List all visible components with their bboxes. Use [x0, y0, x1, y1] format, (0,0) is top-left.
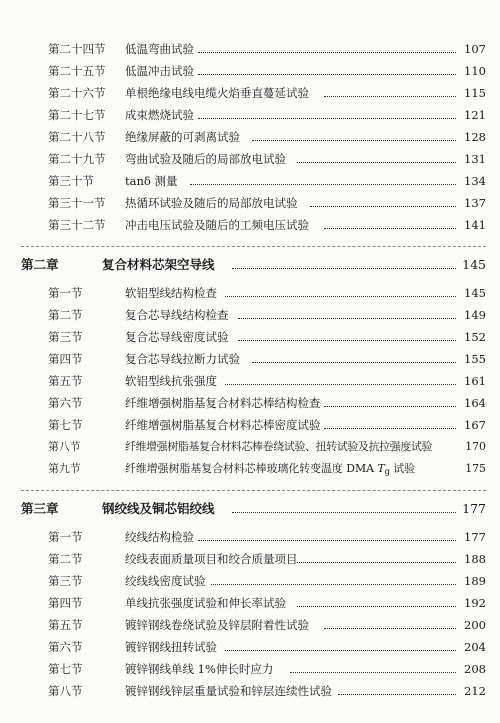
section-title: 软铝型线结构检查	[125, 286, 217, 300]
section-title: 热循环试验及随后的局部放电试验	[125, 196, 298, 210]
section-title: 低温弯曲试验	[125, 42, 194, 56]
dot-leader	[324, 628, 456, 629]
section-label: 第五节	[48, 374, 83, 388]
section-label: 第六节	[48, 640, 83, 654]
section-title: 绞线线密度试验	[125, 574, 206, 588]
section-label: 第八节	[48, 440, 81, 453]
dot-leader	[252, 140, 456, 141]
toc-entry[interactable]	[0, 128, 500, 146]
dot-leader	[211, 584, 456, 585]
page-number: 177	[464, 530, 486, 544]
dot-leader	[338, 694, 456, 695]
tg-symbol: T	[377, 462, 385, 475]
page-number: 167	[464, 418, 486, 432]
dot-leader	[225, 296, 456, 297]
section-label: 第二十五节	[48, 64, 106, 78]
toc-entry[interactable]	[0, 638, 500, 656]
dot-leader	[225, 384, 456, 385]
toc-entry[interactable]	[0, 150, 500, 168]
dot-leader	[238, 318, 456, 319]
page-number: 164	[464, 396, 486, 410]
section-label: 第四节	[48, 596, 83, 610]
page-number: 107	[464, 42, 486, 56]
dot-leader	[198, 52, 456, 53]
section-title: 低温冲击试验	[125, 64, 194, 78]
page-number: 177	[462, 501, 486, 516]
section-title: 纤维增强树脂基复合材料芯棒卷绕试验、扭转试验及抗拉强度试验	[125, 440, 433, 453]
dot-leader	[297, 562, 456, 563]
section-label: 第三节	[48, 330, 83, 344]
chapter-heading[interactable]	[0, 500, 500, 518]
section-label: 第二十七节	[48, 108, 106, 122]
section-title-text: 纤维增强树脂基复合材料芯棒玻璃化转变温度 DMA	[125, 462, 375, 475]
page-number: 134	[464, 174, 486, 188]
page-number: 212	[464, 684, 486, 698]
dot-leader	[190, 184, 456, 185]
dot-leader	[225, 650, 456, 651]
chapter-title: 钢绞线及铜芯铝绞线	[102, 501, 215, 516]
page-number: 152	[464, 330, 486, 344]
section-title: 镀锌钢线扭转试验	[125, 640, 217, 654]
toc-entry[interactable]	[0, 284, 500, 302]
page-number: 161	[464, 374, 486, 388]
section-label: 第三十二节	[48, 218, 106, 232]
section-title: 弯曲试验及随后的局部放电试验	[125, 152, 286, 166]
toc-entry[interactable]	[0, 328, 500, 346]
section-title: 复合芯导线密度试验	[125, 330, 229, 344]
section-title: 绞线结构检验	[125, 530, 194, 544]
section-label: 第二十六节	[48, 86, 106, 100]
dot-leader	[198, 540, 456, 541]
toc-entry[interactable]	[0, 550, 500, 568]
section-label: 第三十节	[48, 174, 94, 188]
toc-entry[interactable]	[0, 528, 500, 546]
section-title	[125, 460, 415, 481]
toc-entry[interactable]	[0, 216, 500, 234]
page-number: 192	[464, 596, 486, 610]
page-number: 115	[464, 86, 486, 100]
dot-leader	[290, 672, 456, 673]
section-label: 第七节	[48, 418, 83, 432]
toc-entry[interactable]	[0, 438, 500, 456]
toc-entry[interactable]	[0, 372, 500, 390]
chapter-divider	[21, 490, 486, 491]
toc-entry[interactable]	[0, 306, 500, 324]
chapter-heading[interactable]	[0, 256, 500, 274]
dot-leader	[297, 162, 456, 163]
page-number: 175	[465, 462, 486, 475]
section-label: 第七节	[48, 662, 83, 676]
dot-leader	[324, 406, 456, 407]
section-label: 第二十八节	[48, 130, 106, 144]
page-number: 189	[464, 574, 486, 588]
chapter-label: 第二章	[21, 257, 59, 272]
page-number: 204	[464, 640, 486, 654]
page-number: 149	[464, 308, 486, 322]
section-label: 第三十一节	[48, 196, 106, 210]
dot-leader	[198, 74, 456, 75]
page-number: 200	[464, 618, 486, 632]
section-title: 镀锌钢线卷绕试验及锌层附着性试验	[125, 618, 309, 632]
page-number: 128	[464, 130, 486, 144]
dot-leader	[232, 268, 456, 269]
toc-entry[interactable]	[0, 460, 500, 478]
section-label: 第一节	[48, 530, 83, 544]
section-label: 第三节	[48, 574, 83, 588]
tg-subscript: g	[384, 467, 390, 476]
toc-entry[interactable]	[0, 84, 500, 102]
section-title: 冲击电压试验及随后的工频电压试验	[125, 218, 309, 232]
section-label: 第二节	[48, 552, 83, 566]
dot-leader	[324, 228, 456, 229]
toc-entry[interactable]	[0, 660, 500, 678]
dot-leader	[198, 118, 456, 119]
section-title: 纤维增强树脂基复合材料芯棒结构检查	[125, 396, 321, 410]
dot-leader	[324, 428, 456, 429]
toc-entry[interactable]	[0, 416, 500, 434]
toc-entry[interactable]	[0, 194, 500, 212]
section-label: 第二十九节	[48, 152, 106, 166]
section-title: 绝缘屏蔽的可剥离试验	[125, 130, 240, 144]
toc-entry[interactable]	[0, 172, 500, 190]
toc-entry[interactable]	[0, 594, 500, 612]
chapter-divider	[21, 246, 486, 247]
dot-leader	[232, 512, 456, 513]
page-number: 121	[464, 108, 486, 122]
toc-entry[interactable]	[0, 40, 500, 58]
page-number: 131	[464, 152, 486, 166]
dot-leader	[324, 96, 456, 97]
chapter-label: 第三章	[21, 501, 59, 516]
dot-leader	[252, 362, 456, 363]
section-label: 第四节	[48, 352, 83, 366]
section-title: 复合芯导线拉断力试验	[125, 352, 240, 366]
section-title: 成束燃烧试验	[125, 108, 194, 122]
toc-entry[interactable]	[0, 682, 500, 700]
page-number: 145	[462, 257, 486, 272]
dot-leader	[297, 606, 456, 607]
toc-entry[interactable]	[0, 62, 500, 80]
section-title-tail: 试验	[389, 462, 416, 475]
section-label: 第六节	[48, 396, 83, 410]
toc-entry[interactable]	[0, 106, 500, 124]
toc-entry[interactable]	[0, 572, 500, 590]
page-number: 155	[464, 352, 486, 366]
section-label: 第九节	[48, 462, 81, 475]
page-number: 170	[465, 440, 486, 453]
page-number: 208	[464, 662, 486, 676]
section-label: 第一节	[48, 286, 83, 300]
dot-leader	[238, 340, 456, 341]
section-title: 绞线表面质量项目和绞合质量项目	[125, 552, 298, 566]
section-title: tanδ 测量	[125, 174, 178, 188]
section-label: 第五节	[48, 618, 83, 632]
chapter-title: 复合材料芯架空导线	[102, 257, 215, 272]
toc-entry[interactable]	[0, 350, 500, 368]
section-title: 镀锌钢线锌层重量试验和锌层连续性试验	[125, 684, 332, 698]
section-title: 单根绝缘电线电缆火焰垂直蔓延试验	[125, 86, 309, 100]
section-title: 复合芯导线结构检查	[125, 308, 229, 322]
page-number: 137	[464, 196, 486, 210]
section-label: 第二十四节	[48, 42, 106, 56]
section-label: 第八节	[48, 684, 83, 698]
section-title: 单线抗张强度试验和伸长率试验	[125, 596, 286, 610]
dot-leader	[310, 206, 456, 207]
toc-entry[interactable]	[0, 616, 500, 634]
section-title: 软铝型线抗张强度	[125, 374, 217, 388]
page-number: 145	[464, 286, 486, 300]
section-title: 纤维增强树脂基复合材料芯棒密度试验	[125, 418, 321, 432]
page-number: 188	[464, 552, 486, 566]
section-title: 镀锌钢线单线 1%伸长时应力	[125, 662, 274, 676]
page-number: 110	[464, 64, 486, 78]
toc-entry[interactable]	[0, 394, 500, 412]
section-label: 第二节	[48, 308, 83, 322]
page-number: 141	[464, 218, 486, 232]
